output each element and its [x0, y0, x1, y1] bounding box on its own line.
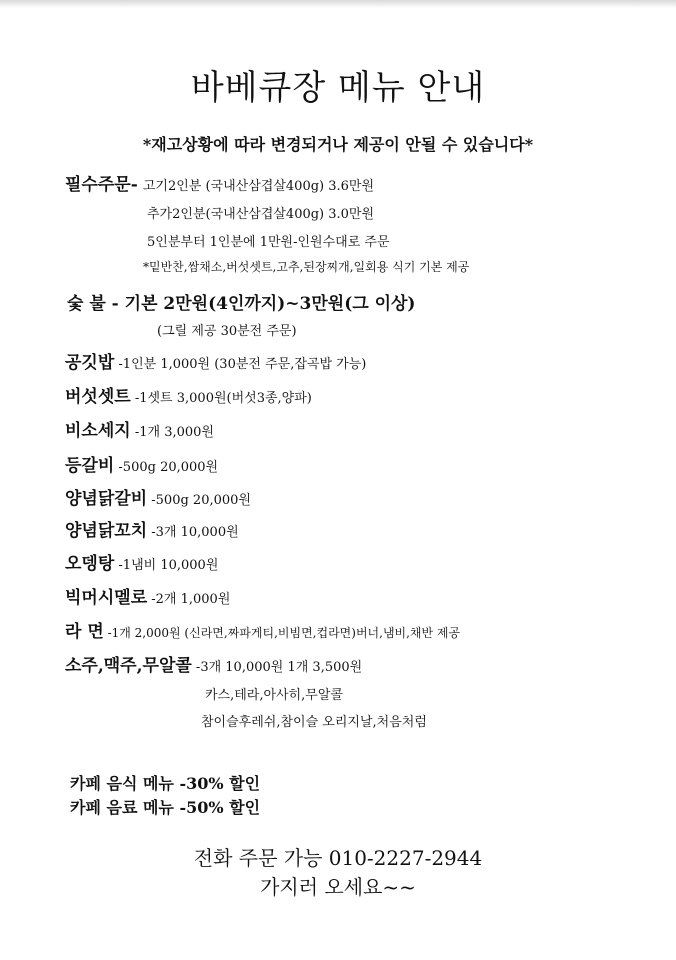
menu-item-name: 비소세지: [65, 421, 131, 441]
menu-item-detail: -500g 20,000원: [147, 493, 251, 508]
required-order-label: 필수주문-: [65, 175, 138, 195]
menu-item: [65, 348, 366, 373]
menu-item-detail: -500g 20,000원: [114, 460, 219, 475]
menu-item-name: 양념닭꼬치: [65, 521, 148, 541]
required-order-row: [65, 170, 374, 195]
page-title: 바베큐장 메뉴 안내: [190, 68, 486, 108]
menu-item-name: 양념닭갈비: [65, 489, 148, 509]
menu-item-name: 공깃밥: [65, 353, 115, 373]
menu-item: [65, 516, 239, 541]
menu-item: [65, 484, 251, 509]
cafe-food-discount: 카페 음식 메뉴 -30% 할인: [70, 774, 261, 793]
menu-item-name: 등갈비: [65, 456, 115, 476]
required-order-line: 5인분부터 1인분에 1만원-인원수대로 주문: [147, 235, 390, 250]
required-order-line: 고기2인분 (국내산삼겹살400g) 3.6만원: [142, 179, 375, 194]
drink-brands: 카스,테라,아사히,무알콜: [205, 688, 343, 703]
menu-item-name: 빅머시멜로: [65, 588, 148, 608]
menu-item: [65, 583, 230, 608]
required-order-line: *밑반찬,쌈채소,버섯셋트,고추,된장찌개,일회용 식기 기본 제공: [143, 260, 470, 274]
menu-item-detail: -3개 10,000원: [147, 525, 239, 540]
menu-item-detail: -1냄비 10,000원: [114, 558, 219, 573]
drink-brands: 참이슬후레쉬,참이슬 오리지날,처음처럼: [201, 715, 427, 730]
menu-item-name: 라 면: [65, 622, 104, 642]
charcoal-price: 숯 불 - 기본 2만원(4인까지)~3만원(그 이상): [67, 294, 416, 314]
menu-item: [65, 549, 218, 574]
menu-item-detail: -1셋트 3,000원(버섯3종,양파): [130, 391, 312, 406]
menu-item-detail: -1개 3,000원: [130, 425, 214, 440]
charcoal-note: (그릴 제공 30분전 주문): [157, 324, 297, 339]
stock-notice: *재고상황에 따라 변경되거나 제공이 안될 수 있습니다*: [142, 135, 534, 154]
menu-item-name: 버섯셋트: [65, 387, 131, 407]
menu-item-detail: -2개 1,000원: [147, 592, 231, 607]
closing-message: 가지러 오세요~~: [260, 875, 416, 899]
menu-item-detail: -3개 10,000원 1개 3,500원: [191, 660, 363, 675]
menu-item: [65, 617, 460, 642]
menu-item: [65, 451, 218, 476]
menu-item-detail: -1인분 1,000원 (30분전 주문,잡곡밥 가능): [114, 357, 367, 372]
cafe-drink-discount: 카페 음료 메뉴 -50% 할인: [70, 798, 261, 817]
required-order-line: 추가2인분(국내산삼겹살400g) 3.0만원: [147, 207, 375, 222]
menu-item-name: 소주,맥주,무알콜: [65, 656, 192, 676]
phone-order: 전화 주문 가능 010-2227-2944: [193, 846, 483, 870]
scan-edge-shadow: [0, 0, 676, 8]
menu-item: [65, 651, 362, 676]
menu-item: [65, 416, 214, 441]
menu-item-detail: -1개 2,000원 (신라면,짜파게티,비빔면,컵라면)버너,냄비,채반 제공: [103, 626, 461, 640]
menu-item-name: 오뎅탕: [65, 554, 115, 574]
menu-item: [65, 382, 312, 407]
